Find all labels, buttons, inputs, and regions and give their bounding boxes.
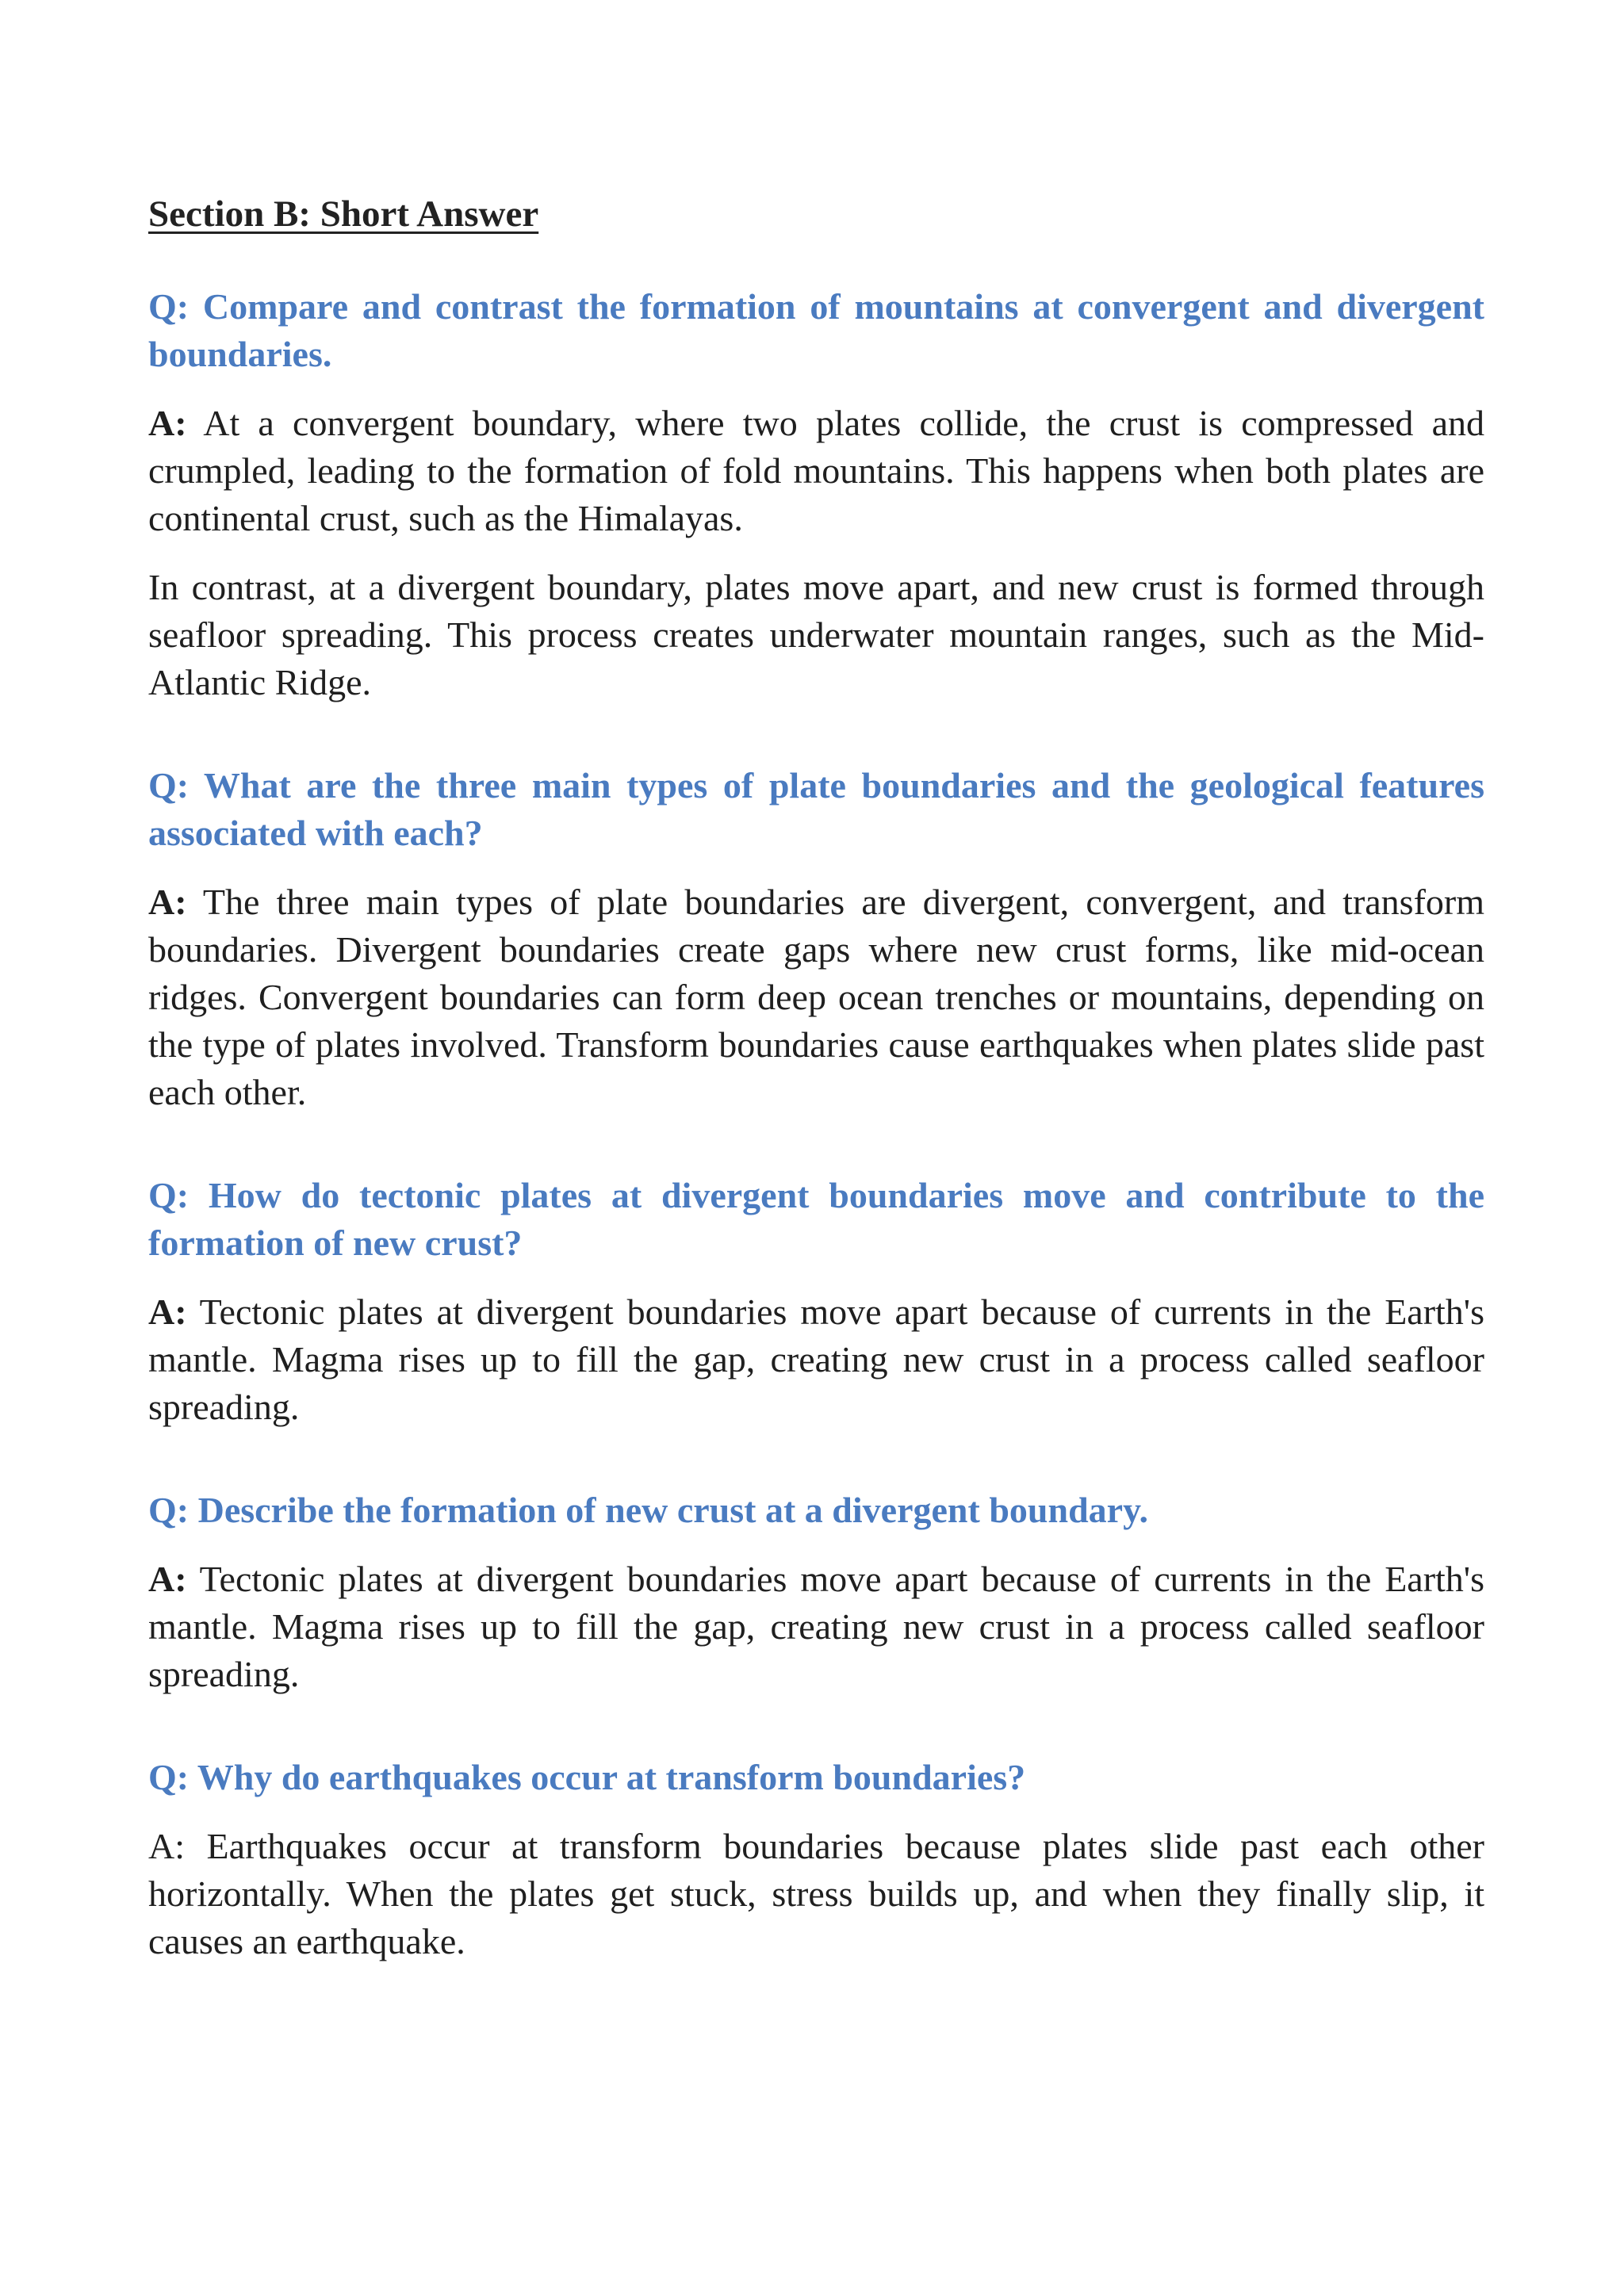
answer-body: The three main types of plate boundaries are divergent, convergent, and transform boundaries. Divergent boundaries create gaps where new crust forms, like mid-ocean ridges. Convergent boundaries can form deep ocean trenches or mountains, depending on the type of plates involved. Transform boundaries cause earthquakes when plates slide past each other. xyxy=(148,882,1485,1112)
question-text: Q: Why do earthquakes occur at transform boundaries? xyxy=(148,1757,1026,1797)
section-title: Section B: Short Answer xyxy=(148,193,539,235)
answer-prefix: A: xyxy=(148,882,187,922)
question-text: Q: How do tectonic plates at divergent boundaries move and contribute to the formation of new crust? xyxy=(148,1175,1484,1263)
answer-body: Tectonic plates at divergent boundaries move apart because of currents in the Earth's mantle. Magma rises up to fill the gap, creating new crust in a process called seafloor spreading. xyxy=(148,1559,1484,1694)
answer-continuation: In contrast, at a divergent boundary, plates move apart, and new crust is formed through seafloor spreading. This process creates underwater mountain ranges, such as the Mid-Atlantic Ridge. xyxy=(148,567,1484,702)
answer-prefix: A: xyxy=(148,1292,187,1332)
answer-text xyxy=(148,1288,1484,1431)
answer-prefix: A: xyxy=(148,403,187,443)
question-text: Q: Describe the formation of new crust at a divergent boundary. xyxy=(148,1490,1149,1530)
qa-item xyxy=(148,1754,1484,1965)
qa-item xyxy=(148,762,1484,1116)
answer-text xyxy=(148,878,1484,1116)
qa-item xyxy=(148,1172,1484,1431)
answer-prefix: A: xyxy=(148,1559,187,1599)
question-text: Q: Compare and contrast the formation of mountains at convergent and divergent boundaries. xyxy=(148,286,1484,374)
qa-item xyxy=(148,283,1484,706)
qa-item xyxy=(148,1487,1484,1698)
answer-body: At a convergent boundary, where two plates collide, the crust is compressed and crumpled, leading to the formation of fold mountains. This happens when both plates are continental crust, such as the Himalayas. xyxy=(148,403,1484,538)
answer-text: A: Earthquakes occur at transform boundaries because plates slide past each other horizontally. When the plates get stuck, stress builds up, and when they finally slip, it causes an earthquake. xyxy=(148,1826,1484,1961)
answer-body: Tectonic plates at divergent boundaries move apart because of currents in the Earth's mantle. Magma rises up to fill the gap, creating new crust in a process called seafloor spreading. xyxy=(148,1292,1484,1427)
answer-text xyxy=(148,1556,1484,1698)
answer-text xyxy=(148,400,1484,542)
document-page xyxy=(148,190,1484,1987)
question-text: Q: What are the three main types of plate boundaries and the geological features associated with each? xyxy=(148,765,1484,853)
